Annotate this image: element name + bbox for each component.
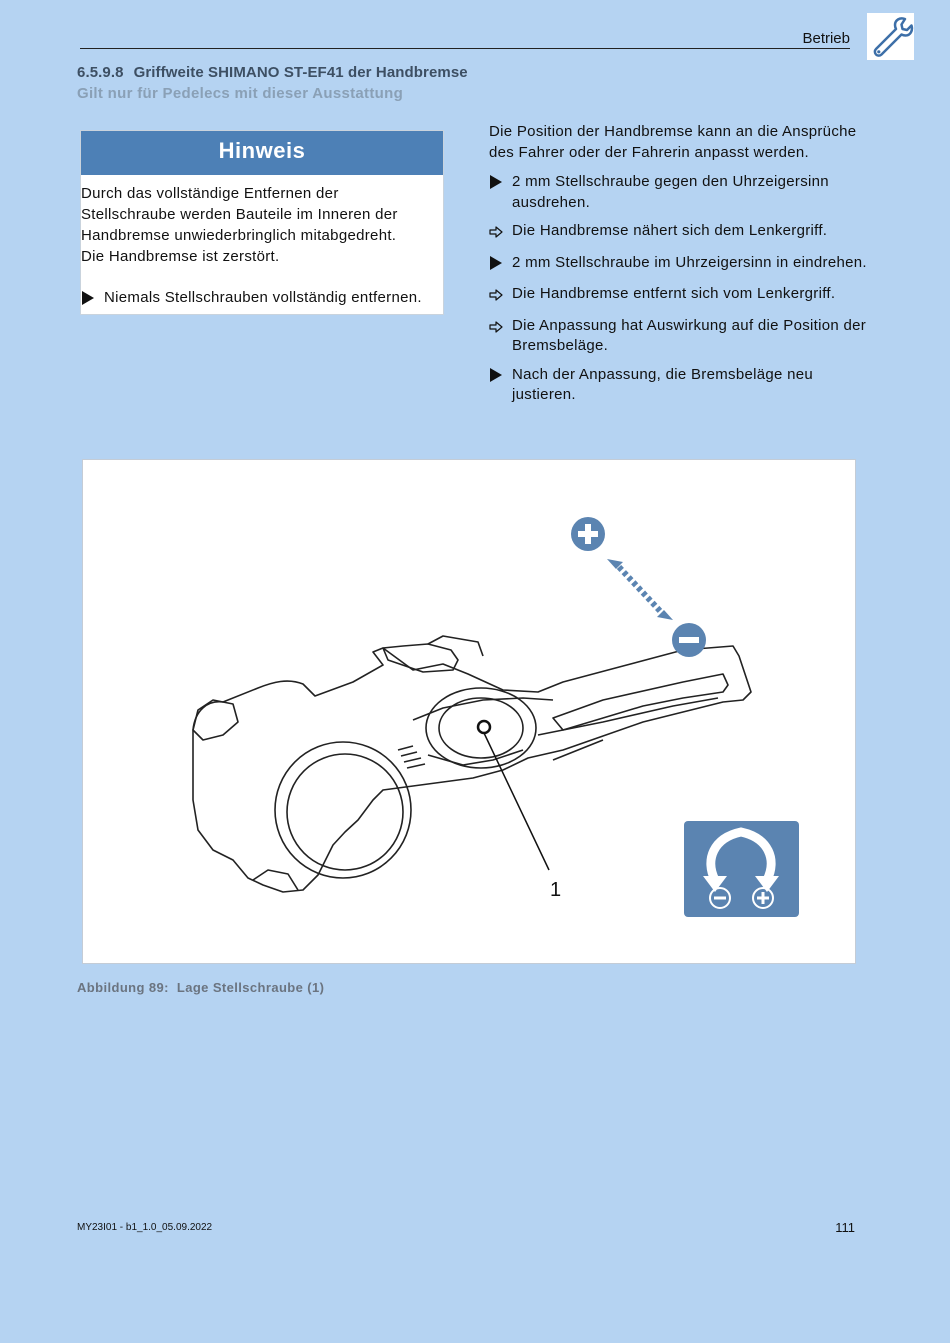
figure-caption-label: Abbildung 89: [77,980,169,995]
step-action [489,365,869,406]
notice-line: Stellschraube werden Bauteile im Inneren der [81,206,398,223]
notice-body [81,175,443,308]
result-arrow-icon [489,221,512,245]
plus-circle-icon [571,517,605,551]
header-rule [80,48,850,49]
step-text: Die Anpassung hat Auswirkung auf die Position der Bremsbeläge. [512,316,867,354]
brake-lever-drawing [193,636,751,892]
notice-line: Die Handbremse ist zerstört. [81,248,280,265]
step-result [489,316,869,357]
figure-caption [77,980,324,995]
step-text: 2 mm Stellschraube gegen den Uhrzeigersinn ausdrehen. [512,173,829,211]
action-triangle-icon [82,291,94,305]
step-result [489,284,869,308]
notice-heading: Hinweis [81,131,443,175]
notice-line: Handbremse unwiederbringlich mitabgedreht. [81,227,397,244]
notice-line: Durch das vollständige Entfernen der [81,185,339,202]
step-text: Nach der Anpassung, die Bremsbeläge neu justieren. [512,365,814,403]
section-title [77,64,468,81]
notice-box [80,130,444,315]
section-title-text: Griffweite SHIMANO ST-EF41 der Handbremse [133,64,468,81]
page-number: 111 [835,1220,855,1235]
step-text: Die Handbremse entfernt sich vom Lenkergriff. [512,285,836,302]
figure-caption-text: Lage Stellschraube (1) [176,980,325,995]
rotate-arrows-icon [684,821,799,917]
figure-brake-lever [82,459,856,964]
double-arrow-icon [607,559,673,620]
action-triangle-icon [490,175,502,189]
step-action [489,172,869,213]
action-triangle-icon [490,368,502,382]
instructions-intro: Die Position der Handbremse kann an die Ansprüche des Fahrer oder der Fahrerin anpasst werden. [489,123,857,161]
footer-doc-id: MY23I01 - b1_1.0_05.09.2022 [77,1222,213,1233]
minus-circle-icon [672,623,706,657]
notice-action-text: Niemals Stellschrauben vollständig entfernen. [104,289,422,306]
callout-leader [484,733,549,870]
instructions [489,122,869,414]
step-action [489,253,869,277]
step-result [489,221,869,245]
chapter-title: Betrieb [802,30,850,47]
section-number: 6.5.9.8 [77,64,124,81]
section-subtitle: Gilt nur für Pedelecs mit dieser Ausstattung [77,85,404,102]
adjust-screw [478,721,490,733]
callout-number: 1 [550,879,562,901]
result-arrow-icon [489,284,512,308]
action-triangle-icon [490,256,502,270]
step-text: 2 mm Stellschraube im Uhrzeigersinn in eindrehen. [512,253,867,271]
wrench-icon [867,13,914,60]
notice-action [81,287,443,308]
result-arrow-icon [489,316,512,357]
step-text: Die Handbremse nähert sich dem Lenkergriff. [512,222,828,239]
